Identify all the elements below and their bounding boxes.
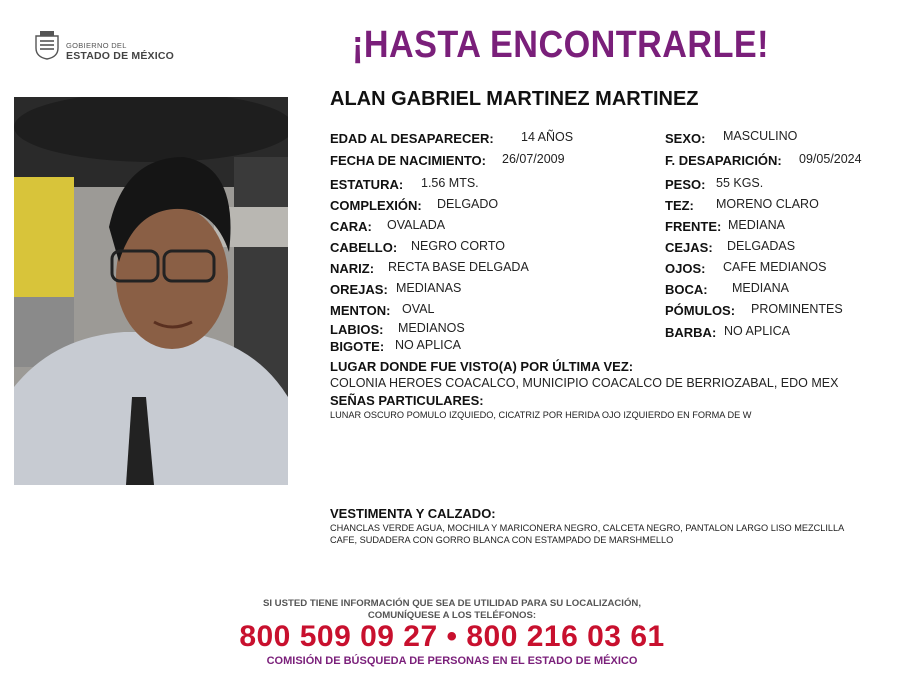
- mustache-value: NO APLICA: [395, 338, 461, 352]
- beard-label: BARBA:: [665, 325, 717, 340]
- cheekbones-label: PÓMULOS:: [665, 303, 736, 318]
- logo-line-1: GOBIERNO DEL: [66, 41, 127, 50]
- hair-label: CABELLO:: [330, 240, 398, 255]
- build-label: COMPLEXIÓN:: [330, 198, 422, 213]
- mouth-label: BOCA:: [665, 282, 708, 297]
- logo-line-2: ESTADO DE MÉXICO: [66, 50, 175, 62]
- forehead-label: FRENTE:: [665, 219, 722, 234]
- headline: ¡HASTA ENCONTRARLE!: [352, 24, 770, 66]
- weight-label: PESO:: [665, 177, 706, 192]
- state-shield-icon: [34, 30, 60, 60]
- search-commission-name: COMISIÓN DE BÚSQUEDA DE PERSONAS EN EL ESTADO DE MÉXICO: [266, 655, 638, 667]
- hair-value: NEGRO CORTO: [411, 239, 505, 253]
- height-label: ESTATURA:: [330, 177, 404, 192]
- ears-label: OREJAS:: [330, 282, 388, 297]
- disappearance-date-value: 09/05/2024: [799, 152, 862, 166]
- complexion-value: MORENO CLARO: [716, 197, 819, 211]
- lips-value: MEDIANOS: [398, 321, 465, 335]
- distinguishing-marks-label: SEÑAS PARTICULARES:: [330, 393, 484, 408]
- birth-date-value: 26/07/2009: [502, 152, 565, 166]
- chin-value: OVAL: [402, 302, 435, 316]
- clothing-line-2: CAFE, SUDADERA CON GORRO BLANCA CON ESTAMPADO DE MARSHMELLO: [330, 535, 674, 545]
- age-label: EDAD AL DESAPARECER:: [330, 131, 494, 146]
- mustache-label: BIGOTE:: [330, 339, 385, 354]
- weight-value: 55 KGS.: [716, 176, 764, 190]
- face-label: CARA:: [330, 219, 372, 234]
- build-value: DELGADO: [437, 197, 499, 211]
- last-seen-value: COLONIA HEROES COACALCO, MUNICIPIO COACALCO DE BERRIOZABAL, EDO MEX: [330, 376, 839, 390]
- contact-info-line-1: SI USTED TIENE INFORMACIÓN QUE SEA DE UTILIDAD PARA SU LOCALIZACIÓN,: [262, 598, 642, 609]
- nose-label: NARIZ:: [330, 261, 375, 276]
- clothing-label: VESTIMENTA Y CALZADO:: [330, 506, 496, 521]
- eyes-label: OJOS:: [665, 261, 706, 276]
- beard-value: NO APLICA: [724, 324, 790, 338]
- clothing-line-1: CHANCLAS VERDE AGUA, MOCHILA Y MARICONERA NEGRO, CALCETA NEGRO, PANTALON LARGO LISO MEZCLILLA: [330, 523, 845, 533]
- distinguishing-marks-value: LUNAR OSCURO POMULO IZQUIEDO, CICATRIZ POR HERIDA OJO IZQUIERDO EN FORMA DE W: [330, 410, 752, 420]
- chin-label: MENTON:: [330, 303, 391, 318]
- forehead-value: MEDIANA: [728, 218, 785, 232]
- face-value: OVALADA: [387, 218, 446, 232]
- sex-label: SEXO:: [665, 131, 706, 146]
- lips-label: LABIOS:: [330, 322, 384, 337]
- last-seen-label: LUGAR DONDE FUE VISTO(A) POR ÚLTIMA VEZ:: [330, 359, 634, 374]
- eyebrows-label: CEJAS:: [665, 240, 713, 255]
- state-government-logo: [34, 30, 174, 64]
- contact-info-line-2: COMUNÍQUESE A LOS TELÉFONOS:: [367, 610, 537, 621]
- complexion-label: TEZ:: [665, 198, 694, 213]
- birth-date-label: FECHA DE NACIMIENTO:: [330, 153, 486, 168]
- height-value: 1.56 MTS.: [421, 176, 479, 190]
- sex-value: MASCULINO: [723, 129, 798, 143]
- eyes-value: CAFE MEDIANOS: [723, 260, 827, 274]
- phone-numbers: 800 509 09 27 • 800 216 03 61: [239, 620, 665, 653]
- ears-value: MEDIANAS: [396, 281, 462, 295]
- nose-value: RECTA BASE DELGADA: [388, 260, 529, 274]
- missing-person-photo: [14, 97, 288, 485]
- disappearance-date-label: F. DESAPARICIÓN:: [665, 153, 782, 168]
- eyebrows-value: DELGADAS: [727, 239, 796, 253]
- mouth-value: MEDIANA: [732, 281, 789, 295]
- cheekbones-value: PROMINENTES: [751, 302, 843, 316]
- missing-person-name: ALAN GABRIEL MARTINEZ MARTINEZ: [330, 88, 699, 110]
- age-value: 14 AÑOS: [521, 130, 574, 144]
